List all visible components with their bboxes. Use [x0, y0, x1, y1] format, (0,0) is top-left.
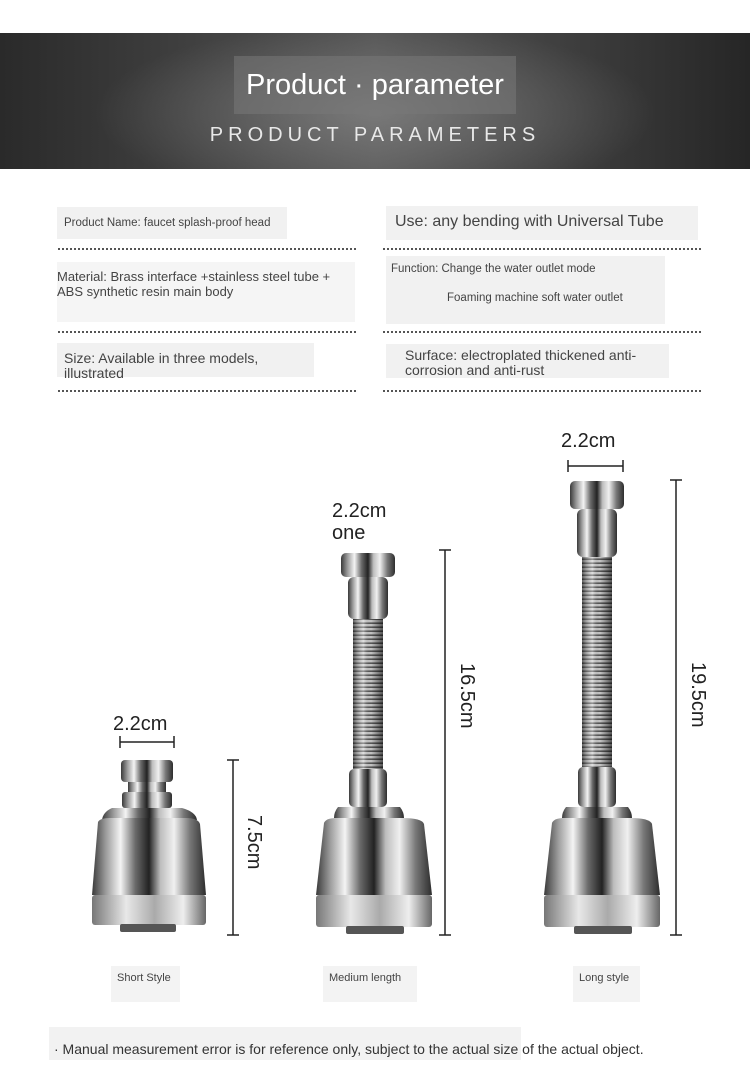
param-size: Size: Available in three models, illustrated: [57, 343, 314, 377]
param-function-line1: Function: Change the water outlet mode: [391, 263, 596, 275]
short-height-label: 7.5cm: [243, 815, 265, 870]
dimension-short-width: [120, 736, 174, 748]
short-width-label: 2.2cm: [113, 713, 168, 735]
short-style-faucet-head: [92, 760, 206, 932]
long-height-label: 19.5cm: [687, 662, 709, 728]
param-surface: Surface: electroplated thickened anti-corrosion and anti-rust: [386, 344, 669, 378]
param-product-name: Product Name: faucet splash-proof head: [57, 207, 287, 239]
long-style-label: Long style: [573, 966, 640, 1002]
long-width-label: 2.2cm: [561, 430, 616, 452]
page-title: Product · parameter: [234, 56, 516, 114]
medium-style-label: Medium length: [323, 966, 417, 1002]
dimension-long-width: [568, 460, 623, 472]
medium-height-label: 16.5cm: [456, 663, 478, 729]
measurement-note: · Manual measurement error is for reference only, subject to the actual size of the actual object.: [54, 1041, 644, 1057]
medium-width-label: 2.2cm one: [332, 500, 387, 544]
dimension-medium-height: [439, 550, 451, 935]
param-material: Material: Brass interface +stainless steel tube + ABS synthetic resin main body: [57, 262, 355, 322]
param-function-line2: Foaming machine soft water outlet: [447, 292, 623, 304]
dimension-long-height: [670, 480, 682, 935]
medium-style-faucet-head: [316, 553, 432, 934]
dimension-short-height: [227, 760, 239, 935]
param-use: Use: any bending with Universal Tube: [386, 206, 698, 240]
short-style-label: Short Style: [111, 966, 180, 1002]
page-subtitle: PRODUCT PARAMETERS: [209, 124, 541, 146]
long-style-faucet-head: [544, 481, 660, 934]
